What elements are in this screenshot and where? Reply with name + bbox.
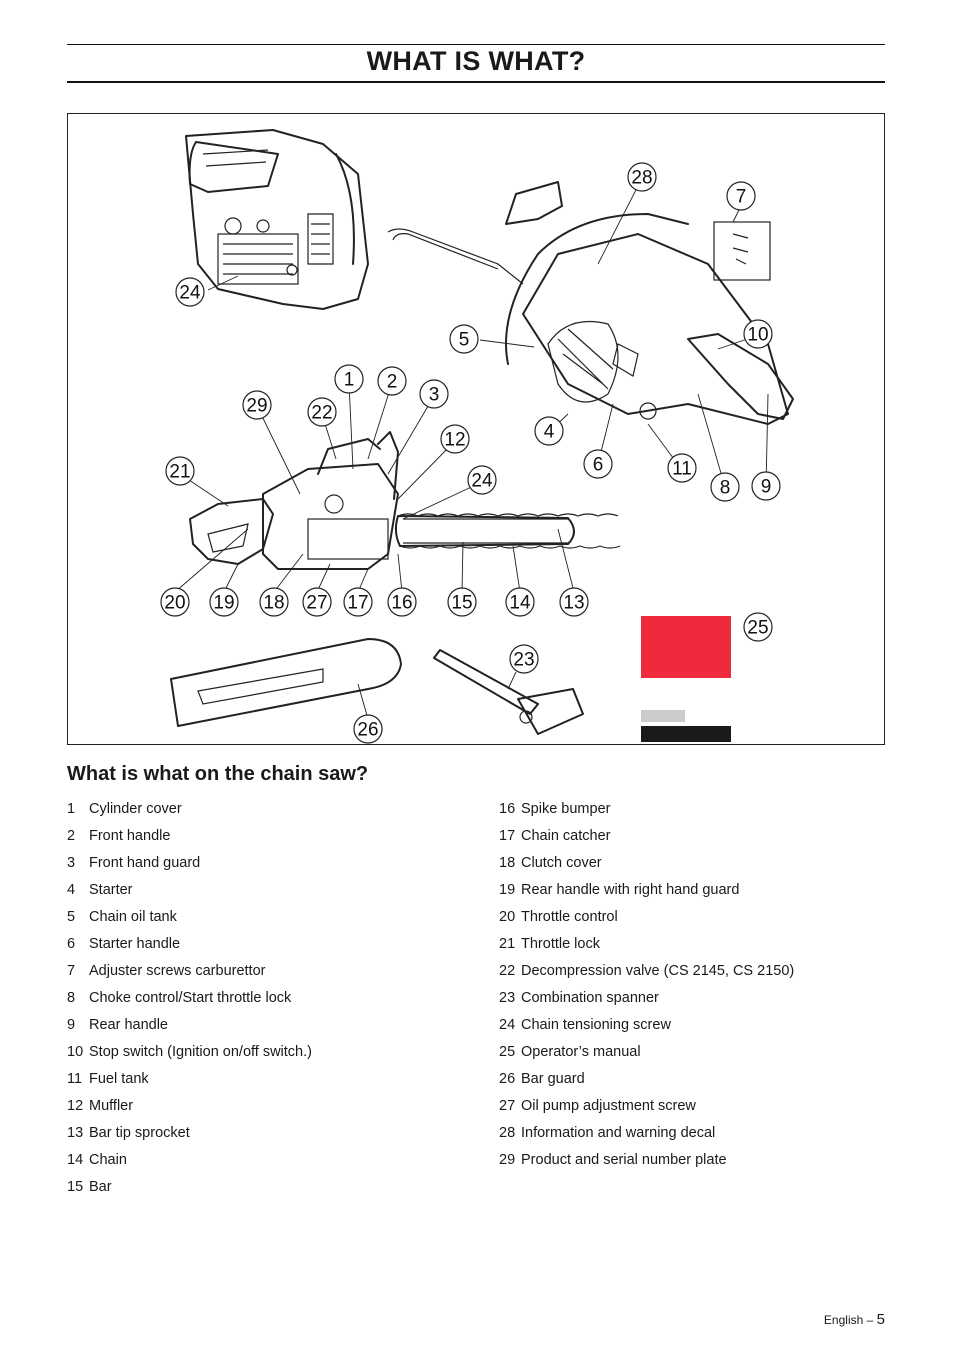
callout-number: 10 xyxy=(747,324,769,346)
operators-manual xyxy=(641,616,731,742)
list-item xyxy=(499,1040,899,1067)
callout-11 xyxy=(668,454,696,482)
part-number: 9 xyxy=(67,1017,76,1033)
callout-number: 11 xyxy=(672,458,692,480)
part-number: 22 xyxy=(499,963,516,979)
part-label: Operator’s manual xyxy=(521,1044,641,1060)
list-item xyxy=(67,824,467,851)
part-number: 27 xyxy=(499,1098,516,1114)
part-label: Choke control/Start throttle lock xyxy=(89,990,292,1006)
part-label: Muffler xyxy=(89,1098,134,1114)
callout-7 xyxy=(727,182,755,210)
callout-number: 12 xyxy=(444,429,466,451)
part-number: 28 xyxy=(499,1125,516,1141)
engine-rear-view xyxy=(186,130,368,309)
part-number: 20 xyxy=(499,909,516,925)
list-item xyxy=(499,1094,899,1121)
callout-2 xyxy=(378,367,406,395)
part-label: Throttle lock xyxy=(521,936,600,952)
callout-number: 19 xyxy=(213,592,235,614)
callout-number: 2 xyxy=(386,371,398,393)
list-item xyxy=(67,1148,467,1175)
part-label: Throttle control xyxy=(521,909,618,925)
callout-number: 16 xyxy=(391,592,413,614)
callout-number: 20 xyxy=(164,592,186,614)
part-label: Stop switch (Ignition on/off switch.) xyxy=(89,1044,312,1060)
part-label: Spike bumper xyxy=(521,801,611,817)
callout-number: 5 xyxy=(458,329,470,351)
title-rule-top xyxy=(67,44,885,45)
callout-number: 18 xyxy=(263,592,285,614)
section-title: What is what on the chain saw? xyxy=(67,763,369,785)
part-label: Product and serial number plate xyxy=(521,1152,727,1168)
callout-number: 6 xyxy=(592,454,604,476)
list-item xyxy=(67,1067,467,1094)
page-title: WHAT IS WHAT? xyxy=(366,46,586,76)
list-item xyxy=(499,1013,899,1040)
chainsaw-front-view xyxy=(388,182,793,424)
list-item xyxy=(499,959,899,986)
callout-number: 3 xyxy=(428,384,440,406)
part-number: 12 xyxy=(67,1098,84,1114)
callout-10 xyxy=(744,320,772,348)
page-footer xyxy=(824,1311,885,1328)
callout-number: 17 xyxy=(347,592,369,614)
part-label: Front handle xyxy=(89,828,171,844)
list-item xyxy=(67,1040,467,1067)
manual-cover xyxy=(641,616,731,678)
chainsaw-illustration xyxy=(68,114,884,744)
callout-26 xyxy=(354,715,382,743)
callout-29 xyxy=(243,391,271,419)
callout-22 xyxy=(308,398,336,426)
part-number: 26 xyxy=(499,1071,516,1087)
part-label: Clutch cover xyxy=(521,855,602,871)
callout-number: 24 xyxy=(471,470,493,492)
callout-1 xyxy=(335,365,363,393)
list-item xyxy=(499,878,899,905)
part-number: 16 xyxy=(499,801,516,817)
callout-number: 4 xyxy=(543,421,555,443)
list-item xyxy=(67,851,467,878)
part-number: 3 xyxy=(67,855,76,871)
part-label: Adjuster screws carburettor xyxy=(89,963,266,979)
callout-number: 26 xyxy=(357,719,379,741)
part-label: Combination spanner xyxy=(521,990,659,1006)
callout-8 xyxy=(711,473,739,501)
callout-number: 8 xyxy=(719,477,731,499)
list-item xyxy=(67,932,467,959)
manual-tab xyxy=(641,710,685,722)
part-label: Bar tip sprocket xyxy=(89,1125,190,1141)
callout-17 xyxy=(344,588,372,616)
part-number: 15 xyxy=(67,1179,84,1195)
part-label: Chain oil tank xyxy=(89,909,177,925)
part-number: 5 xyxy=(67,909,76,925)
list-item xyxy=(67,905,467,932)
part-number: 7 xyxy=(67,963,76,979)
part-label: Chain xyxy=(89,1152,127,1168)
part-number: 6 xyxy=(67,936,76,952)
list-item xyxy=(67,986,467,1013)
callout-number: 15 xyxy=(451,592,473,614)
callout-16 xyxy=(388,588,416,616)
callout-14 xyxy=(506,588,534,616)
callout-number: 21 xyxy=(169,461,191,483)
callout-25 xyxy=(744,613,772,641)
callout-9 xyxy=(752,472,780,500)
list-item xyxy=(67,1013,467,1040)
part-label: Chain tensioning screw xyxy=(521,1017,671,1033)
callout-number: 1 xyxy=(343,369,355,391)
list-item xyxy=(499,824,899,851)
callout-number: 27 xyxy=(306,592,328,614)
part-number: 1 xyxy=(67,801,76,817)
callout-5 xyxy=(450,325,478,353)
part-number: 10 xyxy=(67,1044,84,1060)
callout-12 xyxy=(441,425,469,453)
callout-3 xyxy=(420,380,448,408)
list-item xyxy=(67,1094,467,1121)
page-number: 5 xyxy=(876,1311,885,1328)
part-number: 24 xyxy=(499,1017,516,1033)
callout-19 xyxy=(210,588,238,616)
callout-27 xyxy=(303,588,331,616)
list-item xyxy=(67,1175,467,1202)
list-item xyxy=(499,851,899,878)
part-label: Rear handle xyxy=(89,1017,168,1033)
part-number: 19 xyxy=(499,882,516,898)
part-number: 18 xyxy=(499,855,516,871)
callout-24 xyxy=(176,278,204,306)
list-item xyxy=(67,878,467,905)
callout-number: 29 xyxy=(246,395,268,417)
list-item xyxy=(499,986,899,1013)
part-label: Starter handle xyxy=(89,936,181,952)
part-label: Cylinder cover xyxy=(89,801,182,817)
callout-13 xyxy=(560,588,588,616)
callout-28 xyxy=(628,163,656,191)
manual-bar xyxy=(641,726,731,742)
callout-23 xyxy=(510,645,538,673)
part-number: 11 xyxy=(67,1071,83,1087)
list-item xyxy=(499,1067,899,1094)
part-label: Fuel tank xyxy=(89,1071,149,1087)
callout-number: 24 xyxy=(179,282,201,304)
part-label: Bar guard xyxy=(521,1071,585,1087)
callout-number: 7 xyxy=(735,186,747,208)
part-label: Bar xyxy=(89,1179,112,1195)
part-number: 23 xyxy=(499,990,516,1006)
callout-21 xyxy=(166,457,194,485)
callout-18 xyxy=(260,588,288,616)
list-item xyxy=(499,905,899,932)
footer-separator: – xyxy=(866,1313,874,1327)
list-item xyxy=(499,797,899,824)
list-item xyxy=(67,797,467,824)
title-rule-bottom xyxy=(67,81,885,83)
combination-spanner xyxy=(434,650,583,734)
part-number: 29 xyxy=(499,1152,516,1168)
part-number: 4 xyxy=(67,882,76,898)
parts-list-left xyxy=(67,797,467,1202)
part-number: 25 xyxy=(499,1044,516,1060)
part-number: 14 xyxy=(67,1152,84,1168)
part-label: Decompression valve (CS 2145, CS 2150) xyxy=(521,963,795,979)
list-item xyxy=(499,932,899,959)
chainsaw-diagram xyxy=(67,113,885,745)
callout-number: 23 xyxy=(513,649,535,671)
part-number: 13 xyxy=(67,1125,84,1141)
parts-list-right xyxy=(499,797,899,1175)
part-number: 2 xyxy=(67,828,76,844)
part-number: 21 xyxy=(499,936,516,952)
part-label: Front hand guard xyxy=(89,855,201,871)
callout-number: 22 xyxy=(311,402,333,424)
part-label: Information and warning decal xyxy=(521,1125,716,1141)
chainsaw-side-view xyxy=(190,429,620,569)
part-label: Rear handle with right hand guard xyxy=(521,882,740,898)
list-item xyxy=(67,959,467,986)
callout-number: 28 xyxy=(631,167,653,189)
callout-4 xyxy=(535,417,563,445)
part-label: Starter xyxy=(89,882,133,898)
part-number: 17 xyxy=(499,828,516,844)
part-number: 8 xyxy=(67,990,76,1006)
callout-number: 13 xyxy=(563,592,585,614)
callout-20 xyxy=(161,588,189,616)
list-item xyxy=(67,1121,467,1148)
part-label: Chain catcher xyxy=(521,828,611,844)
callout-6 xyxy=(584,450,612,478)
list-item xyxy=(499,1148,899,1175)
list-item xyxy=(499,1121,899,1148)
footer-language: English xyxy=(823,1313,864,1327)
callout-15 xyxy=(448,588,476,616)
callout-number: 25 xyxy=(747,617,769,639)
callout-24 xyxy=(468,466,496,494)
callout-number: 9 xyxy=(760,476,772,498)
callout-number: 14 xyxy=(509,592,531,614)
part-label: Oil pump adjustment screw xyxy=(521,1098,696,1114)
